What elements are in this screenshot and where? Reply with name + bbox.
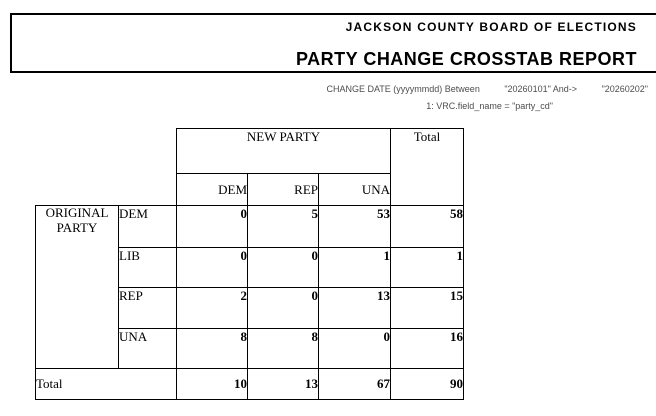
header-spacer [36,129,177,174]
total-column-header: Total [391,129,464,206]
cell-una-una: 0 [319,329,391,369]
cell-dem-total: 58 [391,206,464,248]
cell-lib-rep: 0 [248,248,319,288]
row-label-dem: DEM [119,206,177,248]
new-party-group-header: NEW PARTY [177,129,391,174]
report-header-box [10,13,656,73]
table-row [36,206,464,248]
criteria-line: 1: VRC.field_name = "party_cd" [426,101,553,111]
header-row-group [36,129,464,174]
cell-total-dem: 10 [177,369,248,400]
column-header-una: UNA [319,174,391,206]
row-label-una: UNA [119,329,177,369]
cell-lib-dem: 0 [177,248,248,288]
cell-rep-dem: 2 [177,288,248,329]
row-label-lib: LIB [119,248,177,288]
cell-lib-total: 1 [391,248,464,288]
cell-grand-total: 90 [391,369,464,400]
totals-row [36,369,464,400]
totals-row-label: Total [36,369,177,400]
cell-rep-una: 13 [319,288,391,329]
original-party-line1: ORIGINAL [45,205,109,220]
party-change-crosstab-table [35,128,464,400]
change-date-to: "20260202" [601,84,648,94]
cell-dem-dem: 0 [177,206,248,248]
header-spacer [36,174,177,206]
change-date-label: CHANGE DATE (yyyymmdd) Between [326,84,480,94]
column-header-rep: REP [248,174,319,206]
cell-lib-una: 1 [319,248,391,288]
cell-total-rep: 13 [248,369,319,400]
cell-una-total: 16 [391,329,464,369]
cell-dem-una: 53 [319,206,391,248]
organization-name: JACKSON COUNTY BOARD OF ELECTIONS [345,20,637,34]
change-date-filter [326,84,648,94]
cell-total-una: 67 [319,369,391,400]
row-label-rep: REP [119,288,177,329]
change-date-from: "20260101" And-> [504,84,578,94]
column-header-dem: DEM [177,174,248,206]
cell-una-rep: 8 [248,329,319,369]
report-title: PARTY CHANGE CROSSTAB REPORT [295,49,637,69]
original-party-line2: PARTY [56,219,98,235]
cell-dem-rep: 5 [248,206,319,248]
original-party-group-label [36,206,119,369]
cell-rep-rep: 0 [248,288,319,329]
cell-una-dem: 8 [177,329,248,369]
cell-rep-total: 15 [391,288,464,329]
